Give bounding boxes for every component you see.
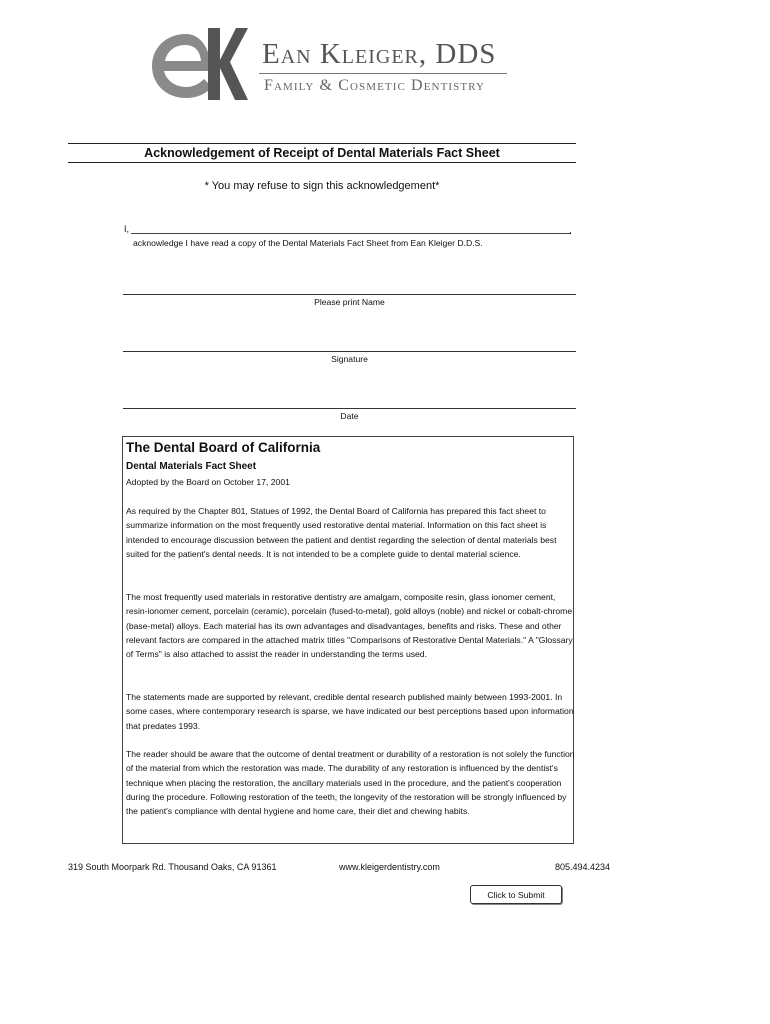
ek-logo-icon [152, 28, 248, 100]
title-top-rule [68, 143, 576, 144]
fact-paragraph: The reader should be aware that the outcome of dental treatment or durability of a restoration is not solely the function of the material from which the restoration was made. The durability of any restoration is influenced by the dentist's technique when placing the restoration, the ancillary materials used in the procedure, and the patient's cooperation during the procedure. Following restoration of the teeth, the longevity of the restoration will be strongly influenced by the patient's compliance with dental hygiene and home care, their diet and chewing habits. [126, 749, 575, 817]
i-comma: , [569, 225, 572, 235]
i-label: I, [124, 224, 130, 234]
footer-website[interactable]: www.kleigerdentistry.com [339, 862, 440, 872]
date-field[interactable] [123, 408, 576, 409]
fact-paragraph: The most frequently used materials in restorative dentistry are amalgam, composite resin, glass ionomer cement, resin-ionomer cement, porcelain (ceramic), porcelain (fused-to-metal), gold alloys (noble) and nickel or cobalt-chrome (base-metal) alloys. Each material has its own advantages and disadvantages, benefits and risks. These and other relevant factors are compared in the attached matrix titles "Comparisons of Restorative Dental Materials." A "Glossary of Terms" is also attached to assist the reader in understanding the terms used. [126, 592, 573, 660]
board-title: The Dental Board of California [126, 440, 321, 455]
signature-field[interactable] [123, 351, 576, 352]
adopted-date: Adopted by the Board on October 17, 2001 [126, 477, 290, 487]
print-name-label: Please print Name [314, 297, 385, 307]
date-label: Date [340, 411, 359, 421]
practice-tagline: Family & Cosmetic Dentistry [264, 77, 486, 94]
submit-button[interactable]: Click to Submit [470, 885, 562, 904]
practice-name: Ean Kleiger, DDS [262, 38, 497, 70]
brand-divider [259, 73, 507, 74]
acknowledge-text: acknowledge I have read a copy of the Dental Materials Fact Sheet from Ean Kleiger D.D.S. [133, 238, 483, 248]
fact-paragraph: The statements made are supported by relevant, credible dental research published mainly between 1993-2001. In some cases, where contemporary research is sparse, we have indicated our best perceptions based upon information that predates 1993. [126, 692, 574, 731]
title-bottom-rule [68, 162, 576, 163]
fact-paragraph: As required by the Chapter 801, Statues of 1992, the Dental Board of California has prepared this fact sheet to summarize information on the most frequently used restorative dental material. Information on this fact sheet is intended to encourage discussion between the patient and dentist regarding the selection of dental materials best suited for the patient's dental needs. It is not intended to be a complete guide to dental material science. [126, 506, 557, 559]
print-name-field[interactable] [123, 294, 576, 295]
form-title: Acknowledgement of Receipt of Dental Materials Fact Sheet [144, 146, 500, 160]
fact-sheet-title: Dental Materials Fact Sheet [126, 461, 257, 472]
footer-address: 319 South Moorpark Rd. Thousand Oaks, CA 91361 [68, 862, 277, 872]
name-inline-field[interactable] [131, 233, 571, 234]
signature-label: Signature [331, 354, 368, 364]
refuse-note: * You may refuse to sign this acknowledgement* [204, 180, 440, 192]
ek-logo-mark [148, 26, 248, 102]
footer-phone: 805.494.4234 [555, 862, 611, 872]
